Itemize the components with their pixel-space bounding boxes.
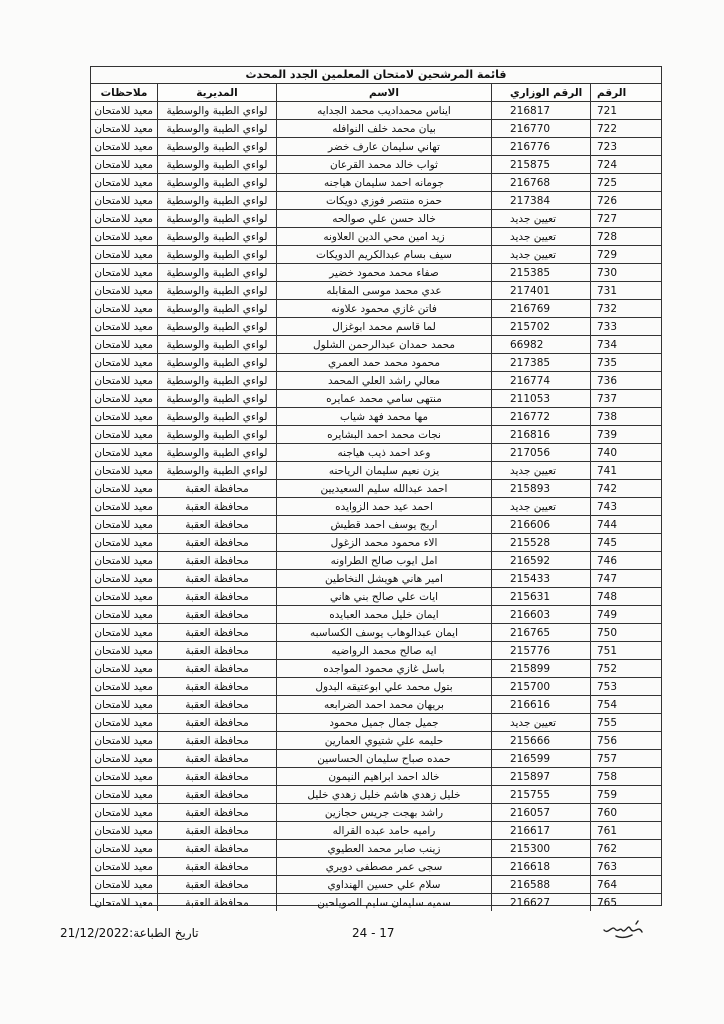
table-row: [91, 732, 661, 750]
row-ministry-id: 215385: [492, 264, 591, 282]
row-ministry-id: 217385: [492, 354, 591, 372]
row-ministry-id: 216057: [492, 804, 591, 822]
table-row: [91, 678, 661, 696]
row-ministry-id: تعيين جديد: [492, 498, 591, 516]
row-number: 761: [591, 822, 662, 840]
row-notes: معيد للامتحان: [91, 264, 158, 282]
row-number: 727: [591, 210, 662, 228]
row-notes: معيد للامتحان: [91, 102, 158, 120]
table-header-row: [91, 84, 661, 102]
table-row: [91, 768, 661, 786]
row-directorate: لواءي الطيبة والوسطية: [158, 192, 277, 210]
row-name: خالد حسن علي صوالحه: [277, 210, 492, 228]
row-ministry-id: تعيين جديد: [492, 462, 591, 480]
table-row: [91, 804, 661, 822]
row-directorate: محافظة العقبة: [158, 750, 277, 768]
row-number: 748: [591, 588, 662, 606]
row-ministry-id: 217384: [492, 192, 591, 210]
row-number: 736: [591, 372, 662, 390]
table-row: [91, 318, 661, 336]
row-notes: معيد للامتحان: [91, 642, 158, 660]
row-ministry-id: 215875: [492, 156, 591, 174]
row-number: 722: [591, 120, 662, 138]
row-ministry-id: 217056: [492, 444, 591, 462]
row-directorate: محافظة العقبة: [158, 552, 277, 570]
row-notes: معيد للامتحان: [91, 750, 158, 768]
table-row: [91, 858, 661, 876]
row-directorate: محافظة العقبة: [158, 732, 277, 750]
row-notes: معيد للامتحان: [91, 804, 158, 822]
table-row: [91, 174, 661, 192]
row-number: 751: [591, 642, 662, 660]
table-title: قائمة المرشحين لامتحان المعلمين الجدد المحدث: [91, 67, 661, 84]
row-name: امير هاني هويشل النخاطين: [277, 570, 492, 588]
row-number: 735: [591, 354, 662, 372]
row-name: ايه صالح محمد الرواضيه: [277, 642, 492, 660]
row-ministry-id: 215776: [492, 642, 591, 660]
row-ministry-id: 216770: [492, 120, 591, 138]
row-notes: معيد للامتحان: [91, 480, 158, 498]
table-row: [91, 894, 661, 912]
table-row: [91, 192, 661, 210]
row-notes: معيد للامتحان: [91, 570, 158, 588]
table-row: [91, 282, 661, 300]
row-directorate: محافظة العقبة: [158, 696, 277, 714]
row-name: احمد عبدالله سليم السعيديين: [277, 480, 492, 498]
row-notes: معيد للامتحان: [91, 138, 158, 156]
table-row: [91, 336, 661, 354]
row-name: جومانه احمد سليمان هياجنه: [277, 174, 492, 192]
row-notes: معيد للامتحان: [91, 408, 158, 426]
row-name: ايمان خليل محمد العبايده: [277, 606, 492, 624]
row-directorate: محافظة العقبة: [158, 822, 277, 840]
row-ministry-id: 215300: [492, 840, 591, 858]
table-row: [91, 534, 661, 552]
row-directorate: محافظة العقبة: [158, 714, 277, 732]
table-row: [91, 606, 661, 624]
row-directorate: محافظة العقبة: [158, 570, 277, 588]
row-notes: معيد للامتحان: [91, 354, 158, 372]
row-directorate: لواءي الطيبة والوسطية: [158, 408, 277, 426]
table-row: [91, 696, 661, 714]
row-number: 741: [591, 462, 662, 480]
row-notes: معيد للامتحان: [91, 318, 158, 336]
header-ministry-id: الرقم الوزاري: [492, 84, 591, 102]
row-number: 750: [591, 624, 662, 642]
row-ministry-id: 216627: [492, 894, 591, 912]
row-ministry-id: 217401: [492, 282, 591, 300]
row-ministry-id: 216774: [492, 372, 591, 390]
row-name: وعد احمد ذيب هياجنه: [277, 444, 492, 462]
row-ministry-id: 215700: [492, 678, 591, 696]
row-ministry-id: 216599: [492, 750, 591, 768]
row-notes: معيد للامتحان: [91, 822, 158, 840]
row-directorate: لواءي الطيبة والوسطية: [158, 246, 277, 264]
table-row: [91, 660, 661, 678]
row-ministry-id: 216603: [492, 606, 591, 624]
table-row: [91, 642, 661, 660]
row-directorate: لواءي الطيبة والوسطية: [158, 354, 277, 372]
row-notes: معيد للامتحان: [91, 210, 158, 228]
row-ministry-id: 215893: [492, 480, 591, 498]
row-ministry-id: 216616: [492, 696, 591, 714]
row-name: بريهان محمد احمد الضرابعه: [277, 696, 492, 714]
row-notes: معيد للامتحان: [91, 534, 158, 552]
row-ministry-id: 216817: [492, 102, 591, 120]
row-number: 742: [591, 480, 662, 498]
row-ministry-id: 216776: [492, 138, 591, 156]
row-directorate: محافظة العقبة: [158, 660, 277, 678]
header-name: الاسم: [277, 84, 492, 102]
row-name: سلام علي حسين الهنداوي: [277, 876, 492, 894]
row-ministry-id: 216618: [492, 858, 591, 876]
row-name: راشد بهجت جريس حجازين: [277, 804, 492, 822]
row-name: فاتن غازي محمود علاونه: [277, 300, 492, 318]
row-number: 733: [591, 318, 662, 336]
table-row: [91, 372, 661, 390]
table-row: [91, 228, 661, 246]
row-name: ايمان عبدالوهاب يوسف الكساسبه: [277, 624, 492, 642]
row-directorate: محافظة العقبة: [158, 624, 277, 642]
row-name: خليل زهدي هاشم خليل زهدي خليل: [277, 786, 492, 804]
row-directorate: محافظة العقبة: [158, 534, 277, 552]
row-ministry-id: 216617: [492, 822, 591, 840]
row-notes: معيد للامتحان: [91, 282, 158, 300]
row-name: يزن نعيم سليمان الرياحنه: [277, 462, 492, 480]
table-row: [91, 264, 661, 282]
table-row: [91, 552, 661, 570]
row-notes: معيد للامتحان: [91, 390, 158, 408]
row-directorate: لواءي الطيبة والوسطية: [158, 318, 277, 336]
table-row: [91, 210, 661, 228]
row-notes: معيد للامتحان: [91, 624, 158, 642]
row-number: 757: [591, 750, 662, 768]
row-number: 729: [591, 246, 662, 264]
row-number: 734: [591, 336, 662, 354]
table-body: [91, 102, 661, 912]
row-directorate: لواءي الطيبة والوسطية: [158, 102, 277, 120]
table-row: [91, 444, 661, 462]
header-number: الرقم: [591, 84, 662, 102]
row-name: مها محمد فهد شياب: [277, 408, 492, 426]
row-name: محمود محمد حمد العمري: [277, 354, 492, 372]
row-notes: معيد للامتحان: [91, 786, 158, 804]
row-ministry-id: 215433: [492, 570, 591, 588]
row-notes: معيد للامتحان: [91, 372, 158, 390]
row-directorate: لواءي الطيبة والوسطية: [158, 210, 277, 228]
row-name: راميه حامد عبده القراله: [277, 822, 492, 840]
row-number: 737: [591, 390, 662, 408]
candidates-table: [91, 84, 661, 911]
row-notes: معيد للامتحان: [91, 768, 158, 786]
row-ministry-id: تعيين جديد: [492, 246, 591, 264]
row-number: 746: [591, 552, 662, 570]
table-row: [91, 354, 661, 372]
row-number: 745: [591, 534, 662, 552]
row-number: 731: [591, 282, 662, 300]
row-directorate: محافظة العقبة: [158, 516, 277, 534]
row-directorate: لواءي الطيبة والوسطية: [158, 390, 277, 408]
row-number: 749: [591, 606, 662, 624]
header-directorate: المديرية: [158, 84, 277, 102]
row-name: منتهى سامي محمد عمايره: [277, 390, 492, 408]
table-row: [91, 570, 661, 588]
table-row: [91, 876, 661, 894]
table-row: [91, 138, 661, 156]
row-notes: معيد للامتحان: [91, 120, 158, 138]
table-row: [91, 714, 661, 732]
row-ministry-id: 215631: [492, 588, 591, 606]
row-number: 759: [591, 786, 662, 804]
row-notes: معيد للامتحان: [91, 516, 158, 534]
row-directorate: محافظة العقبة: [158, 678, 277, 696]
row-notes: معيد للامتحان: [91, 588, 158, 606]
table-row: [91, 480, 661, 498]
row-number: 765: [591, 894, 662, 912]
row-directorate: لواءي الطيبة والوسطية: [158, 264, 277, 282]
row-notes: معيد للامتحان: [91, 192, 158, 210]
signature: [598, 918, 644, 942]
row-number: 723: [591, 138, 662, 156]
row-ministry-id: 216772: [492, 408, 591, 426]
row-notes: معيد للامتحان: [91, 894, 158, 912]
row-notes: معيد للامتحان: [91, 498, 158, 516]
row-name: ثواب خالد محمد القرعان: [277, 156, 492, 174]
row-notes: معيد للامتحان: [91, 552, 158, 570]
row-number: 744: [591, 516, 662, 534]
row-ministry-id: 216768: [492, 174, 591, 192]
row-directorate: محافظة العقبة: [158, 840, 277, 858]
row-name: سيف بسام عبدالكريم الدويكات: [277, 246, 492, 264]
row-notes: معيد للامتحان: [91, 840, 158, 858]
row-directorate: لواءي الطيبة والوسطية: [158, 120, 277, 138]
row-number: 764: [591, 876, 662, 894]
row-ministry-id: 215666: [492, 732, 591, 750]
row-ministry-id: تعيين جديد: [492, 210, 591, 228]
row-ministry-id: 216592: [492, 552, 591, 570]
row-name: زينب صابر محمد العطيوي: [277, 840, 492, 858]
row-name: حمده صباح سليمان الحساسين: [277, 750, 492, 768]
row-notes: معيد للامتحان: [91, 858, 158, 876]
table-row: [91, 624, 661, 642]
row-name: محمد حمدان عبدالرحمن الشلول: [277, 336, 492, 354]
row-name: الاء محمود محمد الزغول: [277, 534, 492, 552]
row-directorate: لواءي الطيبة والوسطية: [158, 300, 277, 318]
row-name: باسل غازي محمود المواجده: [277, 660, 492, 678]
row-name: زيد امين محي الدين العلاونه: [277, 228, 492, 246]
row-name: سميه سليمان سليم الصويلحين: [277, 894, 492, 912]
row-directorate: محافظة العقبة: [158, 786, 277, 804]
row-notes: معيد للامتحان: [91, 156, 158, 174]
row-directorate: محافظة العقبة: [158, 894, 277, 912]
row-ministry-id: 216588: [492, 876, 591, 894]
row-name: حليمه علي شتيوي العمارين: [277, 732, 492, 750]
row-directorate: محافظة العقبة: [158, 768, 277, 786]
row-number: 725: [591, 174, 662, 192]
row-notes: معيد للامتحان: [91, 246, 158, 264]
table-row: [91, 102, 661, 120]
row-number: 724: [591, 156, 662, 174]
row-directorate: لواءي الطيبة والوسطية: [158, 228, 277, 246]
row-notes: معيد للامتحان: [91, 606, 158, 624]
row-ministry-id: 215899: [492, 660, 591, 678]
table-row: [91, 516, 661, 534]
header-notes: ملاحظات: [91, 84, 158, 102]
row-name: بتول محمد علي ابوعتيقه البدول: [277, 678, 492, 696]
row-number: 755: [591, 714, 662, 732]
row-notes: معيد للامتحان: [91, 228, 158, 246]
print-date: تاريخ الطباعة:21/12/2022: [60, 926, 199, 940]
table-row: [91, 462, 661, 480]
row-name: خالد احمد ابراهيم النيمون: [277, 768, 492, 786]
row-directorate: لواءي الطيبة والوسطية: [158, 462, 277, 480]
row-directorate: لواءي الطيبة والوسطية: [158, 372, 277, 390]
row-number: 721: [591, 102, 662, 120]
row-directorate: لواءي الطيبة والوسطية: [158, 174, 277, 192]
table-row: [91, 246, 661, 264]
row-number: 739: [591, 426, 662, 444]
row-ministry-id: 211053: [492, 390, 591, 408]
row-name: عدي محمد موسى المقابله: [277, 282, 492, 300]
row-directorate: لواءي الطيبة والوسطية: [158, 336, 277, 354]
row-name: حمزه منتصر فوزي دويكات: [277, 192, 492, 210]
table-row: [91, 840, 661, 858]
row-directorate: محافظة العقبة: [158, 642, 277, 660]
row-directorate: لواءي الطيبة والوسطية: [158, 426, 277, 444]
table-row: [91, 786, 661, 804]
row-ministry-id: تعيين جديد: [492, 228, 591, 246]
row-ministry-id: 216816: [492, 426, 591, 444]
row-ministry-id: 215528: [492, 534, 591, 552]
row-ministry-id: 216765: [492, 624, 591, 642]
row-notes: معيد للامتحان: [91, 336, 158, 354]
row-directorate: محافظة العقبة: [158, 498, 277, 516]
row-notes: معيد للامتحان: [91, 876, 158, 894]
row-name: نجات محمد احمد البشايره: [277, 426, 492, 444]
row-ministry-id: 216606: [492, 516, 591, 534]
row-notes: معيد للامتحان: [91, 444, 158, 462]
row-ministry-id: تعيين جديد: [492, 714, 591, 732]
table-row: [91, 750, 661, 768]
row-number: 754: [591, 696, 662, 714]
row-name: تهاني سليمان عارف خضر: [277, 138, 492, 156]
row-notes: معيد للامتحان: [91, 660, 158, 678]
row-name: بيان محمد خلف النوافله: [277, 120, 492, 138]
table-row: [91, 390, 661, 408]
row-number: 758: [591, 768, 662, 786]
row-number: 756: [591, 732, 662, 750]
row-directorate: لواءي الطيبة والوسطية: [158, 138, 277, 156]
row-name: جميل جمال جميل محمود: [277, 714, 492, 732]
row-number: 763: [591, 858, 662, 876]
row-number: 728: [591, 228, 662, 246]
row-directorate: لواءي الطيبة والوسطية: [158, 444, 277, 462]
candidates-table-sheet: [90, 66, 662, 909]
row-directorate: لواءي الطيبة والوسطية: [158, 282, 277, 300]
row-notes: معيد للامتحان: [91, 732, 158, 750]
row-directorate: محافظة العقبة: [158, 480, 277, 498]
row-name: ايات علي صالح بني هاني: [277, 588, 492, 606]
row-notes: معيد للامتحان: [91, 696, 158, 714]
row-name: ايناس محمداديب محمد الجدايه: [277, 102, 492, 120]
row-notes: معيد للامتحان: [91, 678, 158, 696]
row-directorate: لواءي الطيبة والوسطية: [158, 156, 277, 174]
row-name: احمد عيد حمد الزوايده: [277, 498, 492, 516]
row-number: 743: [591, 498, 662, 516]
row-number: 740: [591, 444, 662, 462]
row-name: سجى عمر مصطفى دويري: [277, 858, 492, 876]
row-number: 760: [591, 804, 662, 822]
row-directorate: محافظة العقبة: [158, 858, 277, 876]
row-notes: معيد للامتحان: [91, 714, 158, 732]
row-directorate: محافظة العقبة: [158, 588, 277, 606]
row-number: 732: [591, 300, 662, 318]
table-row: [91, 156, 661, 174]
row-number: 730: [591, 264, 662, 282]
table-row: [91, 300, 661, 318]
row-name: اريج يوسف احمد قطيش: [277, 516, 492, 534]
table-row: [91, 120, 661, 138]
row-notes: معيد للامتحان: [91, 300, 158, 318]
row-number: 726: [591, 192, 662, 210]
row-directorate: محافظة العقبة: [158, 606, 277, 624]
row-name: صفاء محمد محمود خضير: [277, 264, 492, 282]
row-number: 747: [591, 570, 662, 588]
row-notes: معيد للامتحان: [91, 174, 158, 192]
table-row: [91, 498, 661, 516]
row-directorate: محافظة العقبة: [158, 876, 277, 894]
row-number: 762: [591, 840, 662, 858]
row-ministry-id: 66982: [492, 336, 591, 354]
row-notes: معيد للامتحان: [91, 426, 158, 444]
row-number: 752: [591, 660, 662, 678]
row-name: امل ايوب صالح الطراونه: [277, 552, 492, 570]
row-directorate: محافظة العقبة: [158, 804, 277, 822]
row-notes: معيد للامتحان: [91, 462, 158, 480]
row-number: 753: [591, 678, 662, 696]
table-row: [91, 588, 661, 606]
row-ministry-id: 215897: [492, 768, 591, 786]
table-row: [91, 426, 661, 444]
table-row: [91, 822, 661, 840]
row-name: لما قاسم محمد ابوغزال: [277, 318, 492, 336]
table-row: [91, 408, 661, 426]
row-ministry-id: 215702: [492, 318, 591, 336]
row-ministry-id: 216769: [492, 300, 591, 318]
row-name: معالي راشد العلي المحمد: [277, 372, 492, 390]
row-number: 738: [591, 408, 662, 426]
page-indicator: 24 - 17: [352, 926, 395, 940]
row-ministry-id: 215755: [492, 786, 591, 804]
